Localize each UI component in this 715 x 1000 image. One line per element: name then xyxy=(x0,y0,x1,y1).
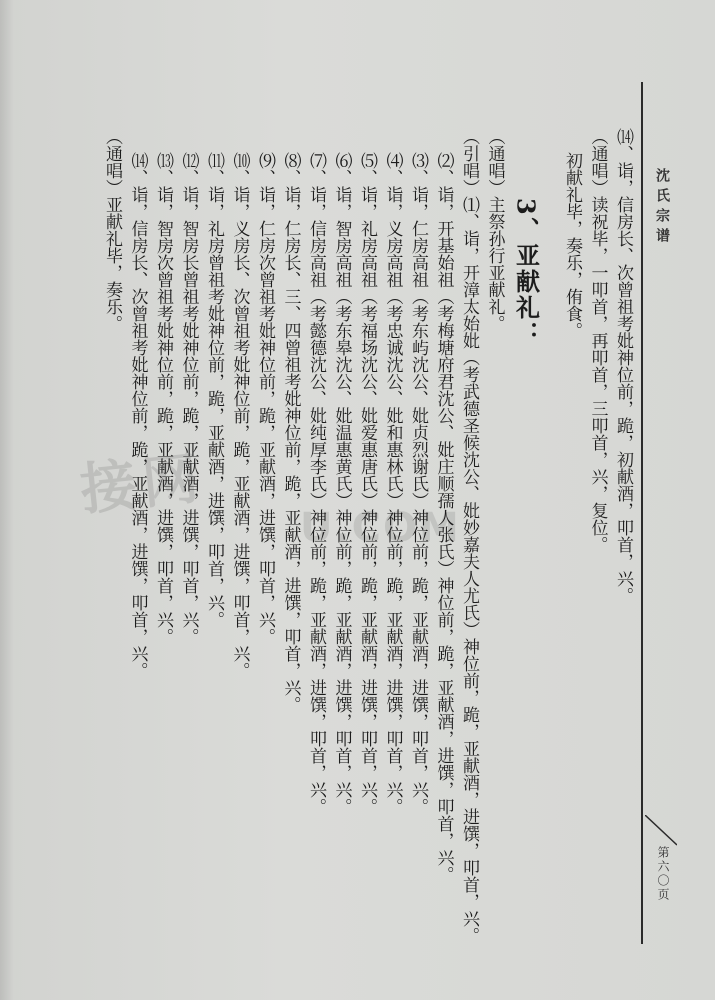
text-column: ⒁、诣，信房长、次曾祖考妣神位前，跪，亚献酒，进馔，叩首，兴。 xyxy=(127,152,148,679)
text-column: （通唱）主祭孙行亚献礼。 xyxy=(484,128,505,332)
text-column: ⒀、诣，智房次曾祖考妣神位前，跪，亚献酒，进馔，叩首，兴。 xyxy=(153,152,173,645)
text-column: ⒁、诣，信房长、次曾祖考妣神位前，跪，初献酒，叩首，兴。 xyxy=(613,128,633,604)
text-column: （通唱）亚献礼毕，奏乐。 xyxy=(102,128,122,332)
section-heading: 3、亚献礼： xyxy=(511,198,541,347)
watermark-text: 接网 xyxy=(77,445,208,524)
spine-shadow xyxy=(0,0,14,1000)
text-column: ⑽、诣，义房长、次曾祖考妣神位前，跪，亚献酒，进馔，叩首，兴。 xyxy=(229,152,250,679)
text-column: ⑿、诣，智房长曾祖考妣神位前，跪，亚献酒，进馔，叩首，兴。 xyxy=(178,152,199,645)
vertical-text-body xyxy=(99,128,636,944)
running-title: 沈氏宗谱 xyxy=(654,168,670,248)
text-column: ⑷、诣，义房高祖（考忠诚沈公、妣和惠林氏）神位前，跪，亚献酒，进馔，叩首，兴。 xyxy=(382,152,403,815)
text-column: 初献礼毕，奏乐，侑食。 xyxy=(562,152,582,339)
text-column: ⑼、诣，仁房次曾祖考妣神位前，跪，亚献酒，进馔，叩首，兴。 xyxy=(255,152,275,645)
text-column: ⑻、诣，仁房长、三、四曾祖考妣神位前，跪，亚献酒，进馔，叩首，兴。 xyxy=(280,152,301,713)
text-column: （通唱）读祝毕，一叩首，再叩首，三叩首，兴，复位。 xyxy=(587,128,608,553)
margin-rule xyxy=(641,82,643,944)
text-column: ⑺、诣，信房高祖（考懿德沈公、妣纯厚李氏）神位前，跪，亚献酒，进馔，叩首，兴。 xyxy=(306,152,326,815)
text-column: ⑾、诣，礼房曾祖考妣神位前，跪，亚献酒，进馔，叩首，兴。 xyxy=(204,152,224,628)
text-column: ⑸、诣，礼房高祖（考福场沈公、妣爱惠唐氏）神位前，跪，亚献酒，进馔，叩首，兴。 xyxy=(357,152,377,815)
page-number: 第六〇页 xyxy=(656,846,670,902)
text-column: ⑹、诣，智房高祖（考东皋沈公、妣温惠黄氏）神位前，跪，亚献酒，进馔，叩首，兴。 xyxy=(331,152,352,815)
page-corner-mark xyxy=(645,815,677,849)
text-column: ⑶、诣，仁房高祖（考东屿沈公、妣贞烈谢氏）神位前，跪，亚献酒，进馔，叩首，兴。 xyxy=(408,152,428,815)
watermark-domain: U.COM xyxy=(300,505,461,551)
text-column: （引唱）⑴、诣，开漳太始妣（考武德圣候沈公、妣妙嘉夫人尤氏）神位前，跪，亚献酒，进馔，叩首，兴。 xyxy=(459,128,479,944)
text-column: ⑵、诣，开基始祖（考梅塘府君沈公、妣庄顺孺人张氏）神位前，跪，亚献酒，进馔，叩首，兴。 xyxy=(433,152,454,883)
column-gap xyxy=(545,128,559,818)
